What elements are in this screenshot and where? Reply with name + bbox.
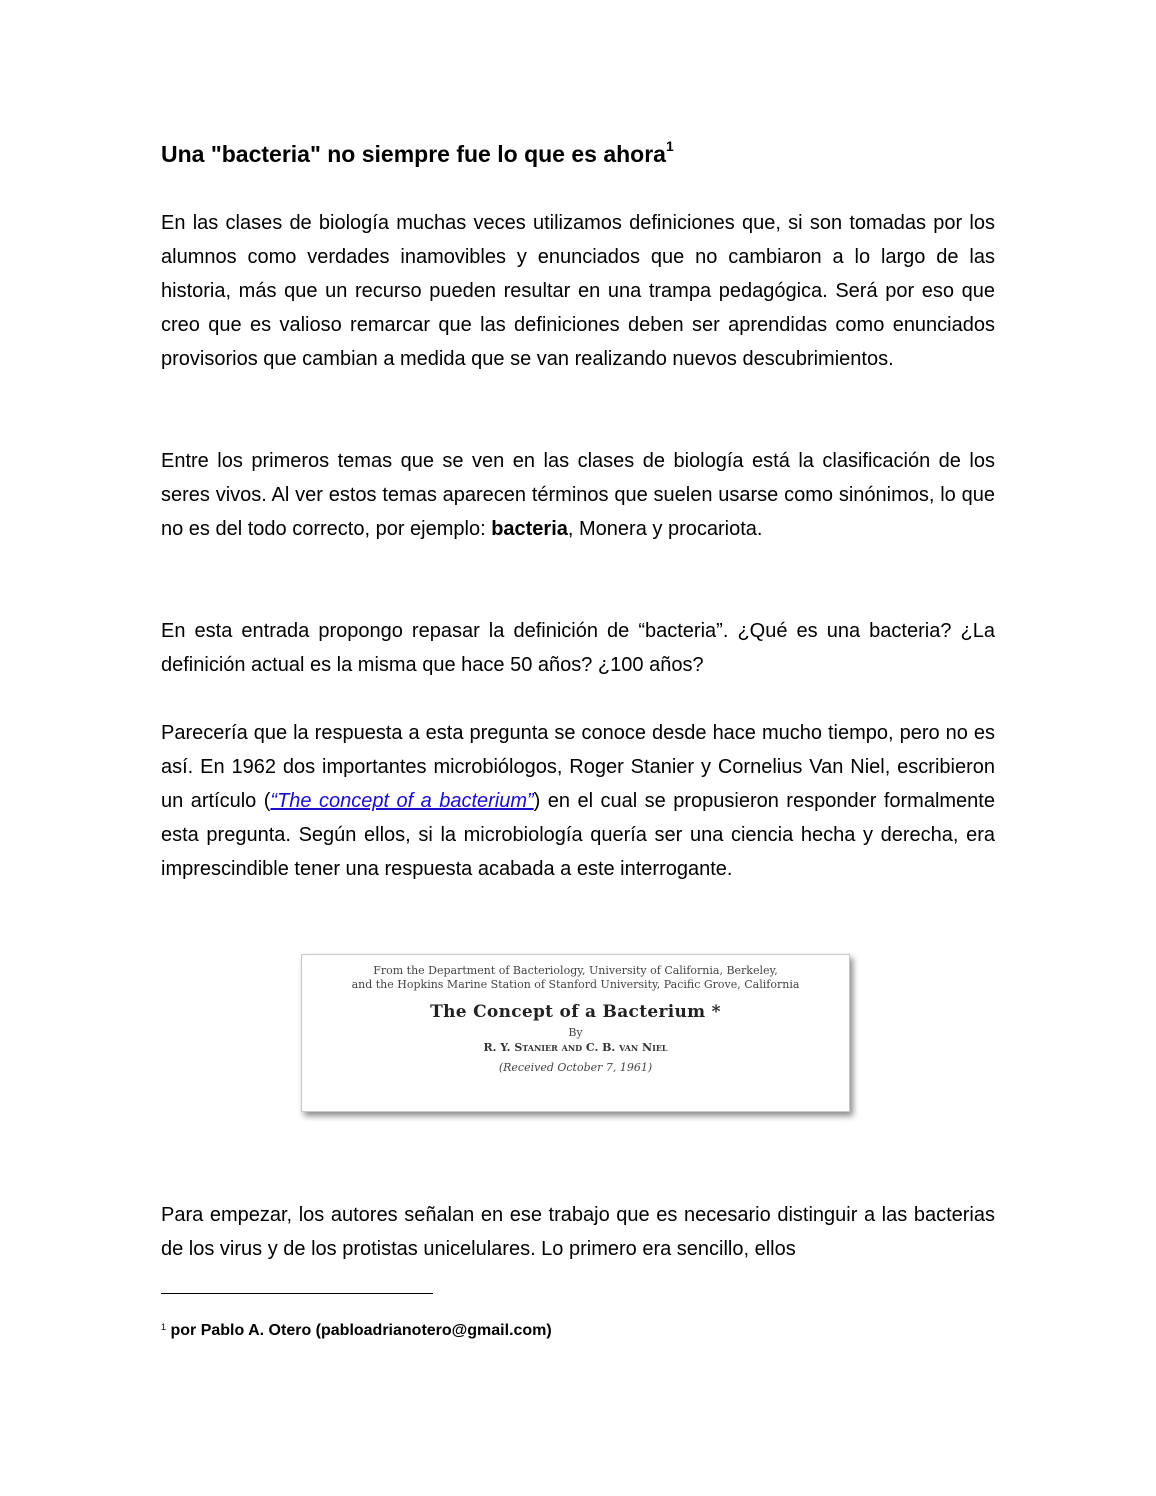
footnote xyxy=(161,1320,552,1343)
paragraph-continuation: Para empezar, los autores señalan en ese trabajo que es necesario distinguir a las bacterias de los virus y de los protistas unicelulares. Lo primero era sencillo, ellos xyxy=(161,1204,995,1260)
paragraph-history-text-2: ) en el cual se propusieron responder formalmente esta pregunta. Según ellos, si la microbiología quería ser una ciencia hecha y derecha, era imprescindible tener una respuesta acabada a este interrogante. xyxy=(161,790,995,880)
article-title-text: Una "bacteria" no siempre fue lo que es ahora xyxy=(161,141,666,167)
figure-authors: R. Y. Stanier and C. B. van Niel xyxy=(483,1041,668,1054)
figure-by: By xyxy=(568,1026,583,1039)
figure-affiliation-line-1: From the Department of Bacteriology, University of California, Berkeley, xyxy=(373,964,778,977)
figure-paper-title: The Concept of a Bacterium * xyxy=(430,1002,721,1022)
paragraph-classification xyxy=(161,444,995,546)
figure-affiliation-line-2: and the Hopkins Marine Station of Stanford University, Pacific Grove, California xyxy=(351,978,800,991)
bold-term-bacteria: bacteria xyxy=(491,518,568,540)
article-link[interactable]: “The concept of a bacterium” xyxy=(270,790,534,812)
paragraph-history xyxy=(161,716,995,886)
footnote-divider xyxy=(161,1293,433,1294)
footnote-reference[interactable]: 1 xyxy=(665,138,674,154)
paragraph-classification-text-2: , Monera y procariota. xyxy=(567,518,763,540)
paragraph-intro: En las clases de biología muchas veces utilizamos definiciones que, si son tomadas por los alumnos como verdades inamovibles y enunciados que no cambiaron a lo largo de las historia, más que un recurso pueden resultar en una trampa pedagógica. Será por eso que creo que es valioso remarcar que las definiciones deben ser aprendidas como enunciados provisorios que cambian a medida que se van realizando nuevos descubrimientos. xyxy=(161,212,995,370)
paragraph-question: En esta entrada propongo repasar la definición de “bacteria”. ¿Qué es una bacteria? ¿La definición actual es la misma que hace 50 años? ¿100 años? xyxy=(161,620,995,676)
paragraph-classification-text-1: Entre los primeros temas que se ven en las clases de biología está la clasificación de los seres vivos. Al ver estos temas aparecen términos que suelen usarse como sinónimos, lo que no es del todo correcto, por ejemplo: xyxy=(161,450,995,540)
footnote-marker: 1 xyxy=(161,1322,167,1332)
figure-received-date: (Received October 7, 1961) xyxy=(498,1061,653,1074)
paragraph-history-text-1: Parecería que la respuesta a esta pregunta se conoce desde hace mucho tiempo, pero no es así. En 1962 dos importantes microbiólogos, Roger Stanier y Cornelius Van Niel, escribieron un artículo ( xyxy=(161,722,995,812)
footnote-text: por Pablo A. Otero (pabloadrianotero@gmail.com) xyxy=(170,1322,552,1339)
article-header-figure xyxy=(301,954,850,1112)
article-title xyxy=(161,138,674,173)
